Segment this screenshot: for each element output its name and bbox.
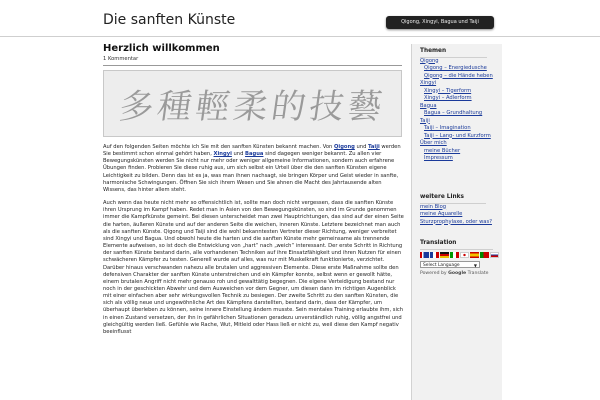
themes-list [412, 58, 493, 163]
sidebar-item-link[interactable]: meine Aquarelle [420, 211, 463, 217]
sidebar [411, 44, 502, 400]
sidebar-item-theme[interactable]: meine Bücher [424, 147, 461, 154]
post-divider [103, 65, 402, 66]
translate-label: Translate [467, 270, 489, 276]
sidebar-item-theme[interactable]: Taiji [420, 117, 430, 124]
calligraphy-text: 多種輕柔的技藝 [116, 87, 388, 127]
themes-heading: Themen [420, 48, 447, 54]
sidebar-item-theme[interactable]: Impressum [424, 155, 453, 161]
sidebar-item-theme[interactable]: Xingyi [420, 80, 437, 86]
sidebar-item-theme[interactable]: Qigong – Energiedusche [424, 65, 487, 71]
sidebar-item-theme[interactable]: Qigong – die Hände heben [424, 72, 493, 79]
intro-text: sind dagegen weniger bekannt. [263, 151, 348, 158]
flag-france-icon[interactable] [430, 252, 439, 258]
flag-japan-icon[interactable] [460, 252, 469, 258]
links-heading: weitere Links [420, 194, 464, 200]
sidebar-divider [420, 249, 493, 250]
sidebar-item-theme[interactable]: Qigong [420, 57, 439, 64]
intro-text: und [231, 151, 246, 158]
link-xingyi[interactable]: Xingyi [213, 151, 232, 158]
link-taiji[interactable]: Taiji [368, 144, 380, 150]
sidebar-item-theme[interactable]: Xingyi – Adlerform [424, 95, 472, 101]
sidebar-item-theme[interactable]: Xingyi – Tigerform [424, 87, 472, 94]
site-tagline: Qigong, Xingyi, Bagua und Taiji [386, 16, 494, 29]
flag-russia-icon[interactable] [490, 252, 499, 258]
language-select[interactable] [420, 261, 480, 268]
sidebar-item-link[interactable]: Sturzprophylaxe, oder was? [420, 218, 492, 225]
powered-by-label: Powered by [420, 270, 447, 276]
calligraphy-banner [103, 70, 402, 137]
google-logo-text: Google [448, 270, 467, 276]
header-divider [0, 36, 600, 37]
translation-section [412, 240, 499, 277]
sidebar-item-theme[interactable]: Taiji – Imagination [424, 125, 471, 131]
site-title[interactable]: Die sanften Künste [103, 12, 236, 28]
sidebar-item-theme[interactable]: Bagua [420, 102, 437, 109]
intro-text: werden Sie bestimmt schon einmal gehört haben, [103, 144, 401, 158]
flag-italy-icon[interactable] [450, 252, 459, 258]
comments-link[interactable]: 1 Kommentar [103, 56, 139, 62]
flag-portugal-icon[interactable] [480, 252, 489, 258]
body-paragraph: Auch wenn das heute nicht mehr so offensichtlich ist, sollte man doch nicht vergessen, dass die sanften Künste ihren Ursprung im Kampf haben. Redet man in Asien von den Bewegungskünsten, so sind im Grunde genommen immer die Kampfkünste gemeint. Bei diesen unterscheidet man zwei Hauptrichtungen, das sind auf der einen Seite die harten, äußeren Künste und auf der anderen Seite die weichen, inneren Künste. Letztere bezeichnet man auch als die sanften Künste. Qigong und Taiji sind die wohl bekanntesten Vertreter dieser Richtung, weniger verbreitet sind Xingyi und Bagua. Und obwohl heute die harten und die sanften Künste mehr gemeinsame als trennende Elemente aufweisen, so ist doch die Entwicklung von „hart“ nach „weich“ interessant. Der erste Schritt in Richtung der sanften Künste bestand darin, alle vorhandenen Techniken auf ihre Einsatzfähigkeit und ihren Nutzen für einen schwächeren Kämpfer zu testen. Generell wurde auf alles, was nur mit Muskelkraft funktionierte, verzichtet. Darüber hinaus verschwanden nahezu alle brutalen und aggressiven Elemente. Diese erste Maßnahme sollte den defensiven Charakter der sanften Künste unterstreichen und ein Kämpfer konnte, selbst wenn er gewollt hätte, einem brutalen Angriff nicht mehr genauso roh und gewalttätig begegnen. Die eigene Verteidigung bestand nur noch in der geschickten Abwehr und dem Ausweichen vor dem Gegner, um diesen dann im richtigen Augenblick mit einer einfachen aber sehr wirkungsvollen Technik zu besiegen. Der zweite Schritt zu den sanften Künsten, die sich als völlig neue und ungewöhnliche Art des Kämpfens darstellten, bestand darin, dass der Kämpfer, um überhaupt überleben zu können, seine innere Einstellung ändern musste. Sein mentales Training erlaubte ihm, sich in einen Zustand versetzen, der ihn in gefährlichen Situationen geradezu unverständlich ruhig, völlig angstfrei und gleichgültig werden ließ. Gefühle wie Rache, Wut, Mitleid oder Hass ließ er nicht zu, weil diese den Kampf negativ beeinflusst [103, 200, 404, 335]
sidebar-item-theme[interactable]: Taiji – Lang- und Kurzform [424, 132, 491, 139]
intro-text: und [354, 144, 369, 150]
links-section [412, 194, 492, 226]
post-content [103, 144, 405, 400]
chevron-down-icon: ▼ [473, 262, 477, 268]
links-list [412, 204, 492, 227]
translation-heading: Translation [420, 240, 457, 246]
language-select-value: Select Language [423, 262, 460, 268]
flag-spain-icon[interactable] [470, 252, 479, 258]
post-title[interactable]: Herzlich willkommen [103, 43, 220, 54]
themes-section [412, 48, 493, 163]
sidebar-item-theme[interactable]: Bagua – Grundhaltung [424, 110, 483, 116]
intro-text: Auf den folgenden Seiten möchte ich Sie mit den sanften Künsten bekannt machen. Von [103, 144, 334, 150]
flag-row [420, 252, 499, 258]
powered-by-google[interactable] [420, 270, 499, 278]
intro-text: Zu allen vier Bewegungskünsten werden Sie nicht nur mehr oder weniger allgemeine Informationen, sondern auch erfahrene Übungen finden. Probieren Sie diese ruhig aus, um sich selbst ein Urteil über die den sanften Künsten eigene Leichtigkeit zu bilden. Denn das ist es ja, was man ihnen nachsagt, sie bringen Körper und Geist wieder in sanfte, harmonische Schwingungen. Öffnen Sie sich ihrem Wesen und Sie ahnen die Macht des Jahrtausende alten Wissens, das hinter allem steht. [103, 151, 399, 193]
flag-germany-icon[interactable] [440, 252, 449, 258]
link-bagua[interactable]: Bagua [245, 151, 264, 158]
link-qigong[interactable]: Qigong [334, 144, 355, 150]
flag-uk-icon[interactable] [420, 252, 429, 258]
sidebar-item-link[interactable]: mein Blog [420, 203, 447, 210]
intro-paragraph [103, 144, 405, 194]
sidebar-item-theme[interactable]: Über mich [420, 140, 447, 146]
